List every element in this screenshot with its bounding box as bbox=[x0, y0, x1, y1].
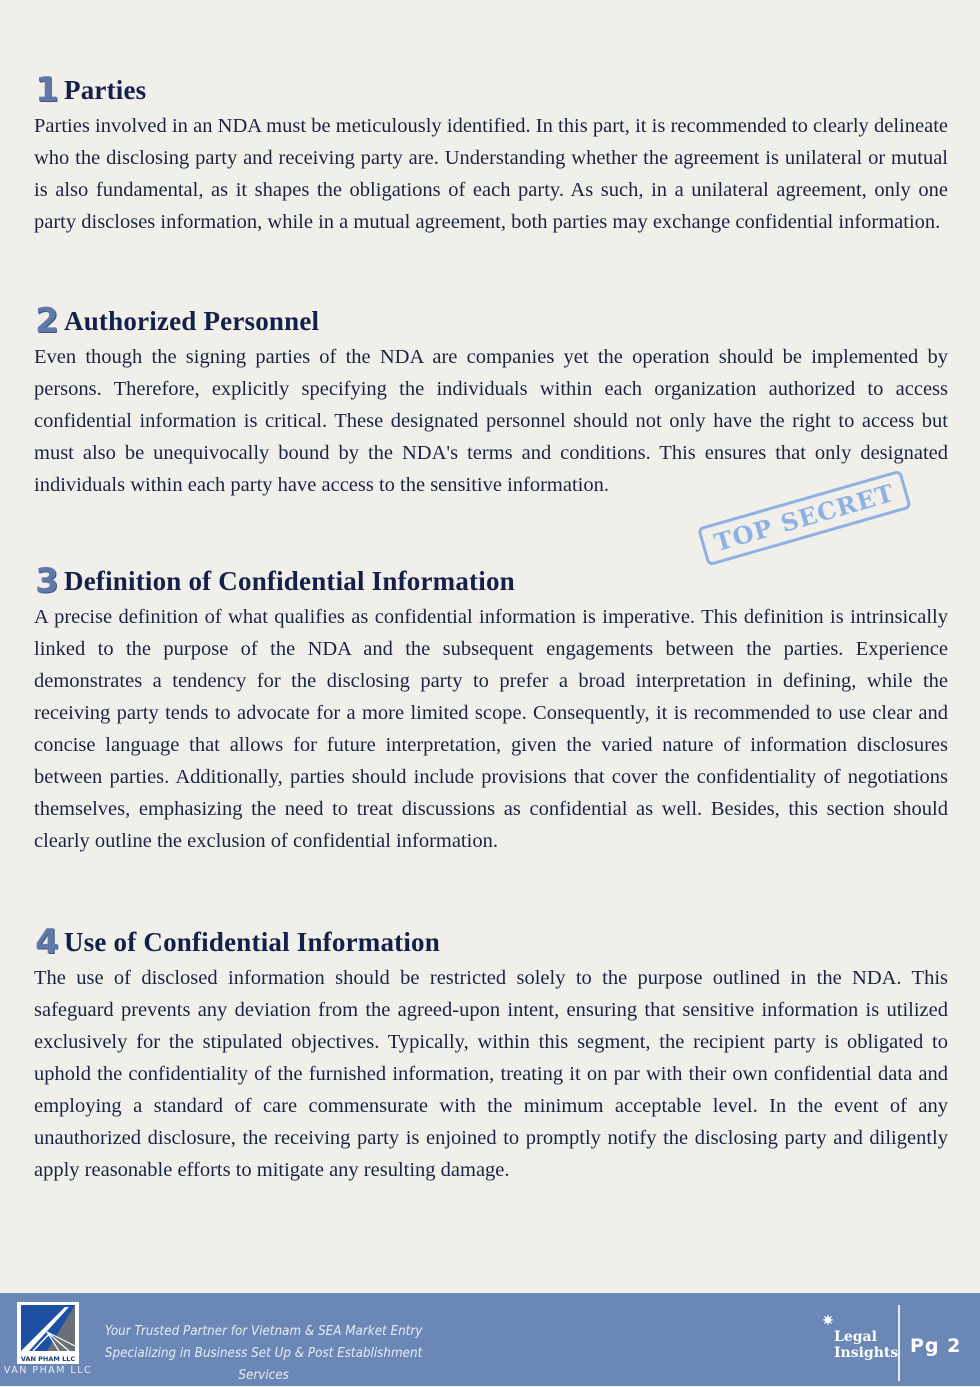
section-body: A precise definition of what qualifies as confidential information is imperative. This definition is intrinsically linked to the purpose of the NDA and the subsequent engagements between the parties. Experience demonstrates a tendency for the disclosing party to prefer a broad interpretation in defining, while the receiving party tends to advocate for a more limited scope. Consequently, it is recommended to use clear and concise language that allows for future interpretation, given the varied nature of information disclosures between parties. Additionally, parties should include provisions that cover the confidentiality of negotiations themselves, emphasizing the need to treat discussions as confidential as well. Besides, this section should clearly outline the exclusion of confidential information. bbox=[34, 606, 948, 852]
tagline-line-2: Specializing in Business Set Up & Post Establishment Services bbox=[104, 1346, 423, 1383]
section-definition-confidential-information bbox=[34, 561, 948, 857]
number-four-icon: 4 bbox=[35, 922, 59, 962]
top-secret-stamp: TOP SECRET bbox=[697, 470, 912, 567]
van-pham-logo bbox=[17, 1302, 79, 1364]
number-one-icon: 1 bbox=[35, 70, 59, 110]
number-two-icon: 2 bbox=[35, 301, 59, 341]
footer-divider bbox=[898, 1305, 900, 1381]
brand-line-1: Legal bbox=[834, 1329, 877, 1345]
section-title: Authorized Personnel bbox=[64, 305, 320, 336]
section-heading bbox=[34, 922, 948, 962]
section-title: Definition of Confidential Information bbox=[64, 565, 515, 596]
section-title: Use of Confidential Information bbox=[64, 926, 440, 957]
page-footer bbox=[0, 1293, 980, 1386]
tagline-line-1: Your Trusted Partner for Vietnam & SEA Market Entry bbox=[104, 1324, 423, 1339]
logo-graphic-icon bbox=[17, 1302, 79, 1354]
section-parties bbox=[34, 70, 948, 238]
page-number: Pg 2 bbox=[910, 1335, 962, 1357]
legal-insights-logo bbox=[822, 1313, 899, 1367]
footer-tagline bbox=[98, 1321, 429, 1387]
section-use-confidential-information bbox=[34, 922, 948, 1186]
section-body: Even though the signing parties of the NDA are companies yet the operation should be implemented by persons. Therefore, explicitly specifying the individuals within each organization authorized to access confidential information is critical. These designated personnel should not only have the right to access but must also be unequivocally bound by the NDA's terms and conditions. This ensures that only designated individuals within each party have access to the sensitive information. bbox=[34, 346, 948, 496]
section-title: Parties bbox=[64, 74, 147, 105]
section-body: The use of disclosed information should be restricted solely to the purpose outlined in the NDA. This safeguard prevents any deviation from the agreed-upon intent, ensuring that sensitive information is utilized exclusively for the stipulated objectives. Typically, within this segment, the recipient party is obligated to uphold the confidentiality of the furnished information, treating it on par with their own confidential data and employing a standard of care commensurate with the minimum acceptable level. In the event of any unauthorized disclosure, the receiving party is enjoined to promptly notify the disclosing party and diligently apply reasonable efforts to mitigate any resulting damage. bbox=[34, 967, 948, 1181]
logo-inner-text: VAN PHAM LLC bbox=[20, 1355, 76, 1363]
section-authorized-personnel bbox=[34, 301, 948, 501]
section-body: Parties involved in an NDA must be meticulously identified. In this part, it is recommended to clearly delineate who the disclosing party and receiving party are. Understanding whether the agreement is unilateral or mutual is also fundamental, as it shapes the obligations of each party. As such, in a unilateral agreement, only one party discloses information, while in a mutual agreement, both parties may exchange confidential information. bbox=[34, 115, 948, 233]
company-name: VAN PHAM LLC bbox=[3, 1365, 93, 1376]
section-heading bbox=[34, 301, 948, 341]
sparkle-icon: ✷ bbox=[822, 1313, 834, 1329]
brand-line-2: Insights bbox=[834, 1345, 899, 1361]
number-three-icon: 3 bbox=[35, 561, 59, 601]
section-heading bbox=[34, 561, 948, 601]
section-heading bbox=[34, 70, 948, 110]
